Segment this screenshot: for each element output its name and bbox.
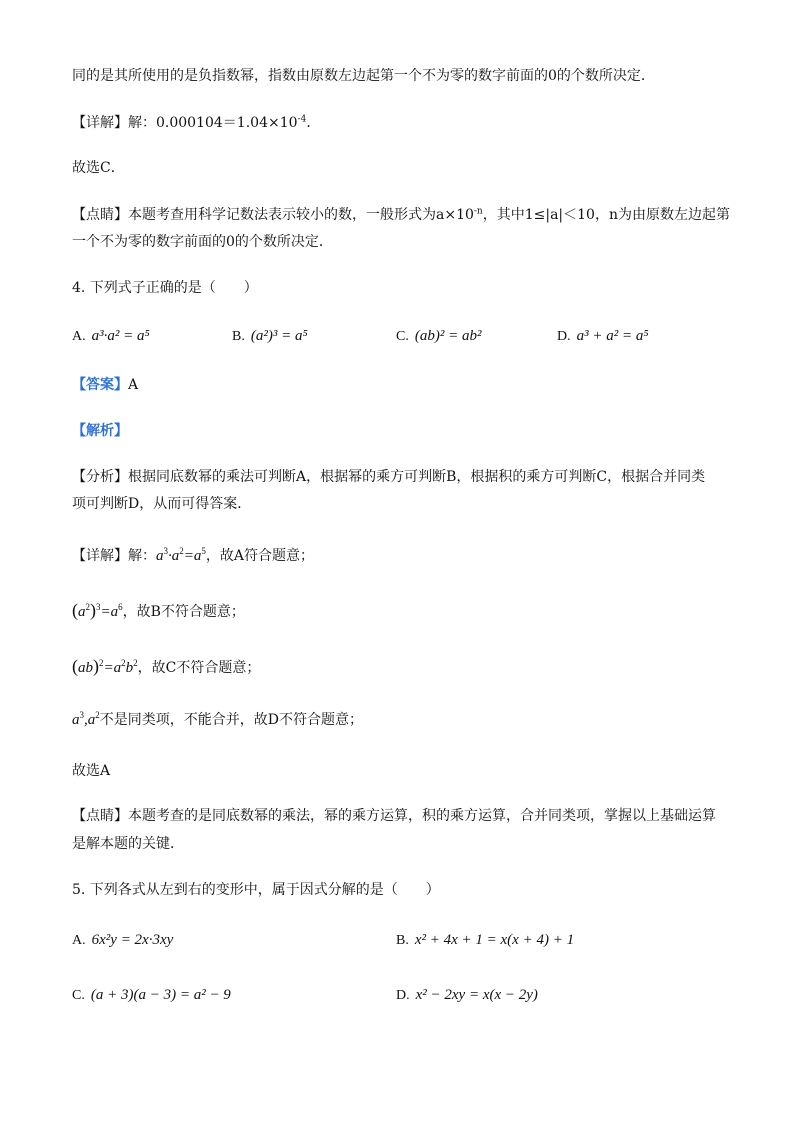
answer-value: A xyxy=(128,377,139,393)
math-power-of-product: $(ab)^2=a^2b^2$ xyxy=(72,656,138,676)
q4-option-b: B. (a²)³ = a⁵ xyxy=(232,328,308,344)
fenxi-tag: 【分析】 xyxy=(72,469,128,485)
choose-line-2: 故选A xyxy=(72,763,111,779)
answer-line xyxy=(72,375,138,395)
math-a3-a2: $a^3,a^2$ xyxy=(72,710,100,728)
detail-2-text: ，故B不符合题意； xyxy=(122,604,245,620)
tip-tag: 【点睛】 xyxy=(72,808,128,824)
q4-option-b-expr: (a²)³ = a⁵ xyxy=(250,328,308,344)
fenxi-paragraph-2: 项可判断D，从而可得答案． xyxy=(72,496,252,512)
q5-option-d: D. x² − 2xy = x(x − 2y) xyxy=(396,987,538,1003)
tip-text: 本题考查用科学记数法表示较小的数，一般形式为a×10 xyxy=(128,207,474,223)
tip-text: 本题考查的是同底数幂的乘法，幂的乘方运算，积的乘方运算，合并同类项，掌握以上基础运算 xyxy=(128,808,716,824)
q4-option-d: D. a³ + a² = a⁵ xyxy=(557,328,649,344)
q4-option-a-expr: a³·a² = a⁵ xyxy=(91,328,150,344)
fenxi-paragraph xyxy=(72,467,705,487)
fenxi-text: 根据同底数幂的乘法可判断A，根据幂的乘方可判断B，根据积的乘方可判断C，根据合并同类 xyxy=(128,469,706,485)
answer-tag: 【答案】 xyxy=(72,377,128,393)
analysis-line xyxy=(72,421,128,441)
tip-paragraph-2: 一个不为零的数字前面的0的个数所决定． xyxy=(72,234,333,250)
exponent: -n xyxy=(473,206,483,217)
choose-line: 故选C． xyxy=(72,160,125,176)
math-a3-times-a2: $a^3\cdot a^2=a^5$ xyxy=(156,546,206,564)
detail-4-text: 不是同类项，不能合并，故D不符合题意； xyxy=(99,712,363,728)
detail-3-text: ，故C不符合题意； xyxy=(137,660,261,676)
tip-text-end: ，其中1≤|a|＜10，n为由原数左边起第 xyxy=(482,207,730,223)
detail-prefix: 解： xyxy=(128,548,156,564)
question-5-stem: 5. 下列各式从左到右的变形中，属于因式分解的是（ ） xyxy=(72,882,440,898)
q5-option-b-expr: x² + 4x + 1 = x(x + 4) + 1 xyxy=(414,932,575,948)
detail-end: ． xyxy=(306,115,321,131)
q4-option-a: A. a³·a² = a⁵ xyxy=(72,328,150,344)
q5-option-a-expr: 6x²y = 2x·3xy xyxy=(91,932,174,948)
detail-line-1 xyxy=(72,546,314,566)
tip-tag: 【点睛】 xyxy=(72,207,128,223)
q4-option-d-expr: a³ + a² = a⁵ xyxy=(576,328,649,344)
detail-tag: 【详解】 xyxy=(72,548,128,564)
tip-paragraph-q4 xyxy=(72,806,716,826)
q4-option-c-expr: (ab)² = ab² xyxy=(414,328,482,344)
detail-line-2 xyxy=(72,600,245,622)
detail-1-text: ，故A符合题意； xyxy=(205,548,314,564)
q4-option-c: C. (ab)² = ab² xyxy=(396,328,482,344)
tip-paragraph xyxy=(72,205,730,225)
exponent: -4 xyxy=(297,114,307,125)
detail-line-4 xyxy=(72,710,363,730)
detail-text: 解：0.000104＝1.04×10 xyxy=(128,115,298,131)
q5-option-a: A. 6x²y = 2x·3xy xyxy=(72,932,174,948)
q5-option-b: B. x² + 4x + 1 = x(x + 4) + 1 xyxy=(396,932,575,948)
analysis-tag: 【解析】 xyxy=(72,423,128,439)
detail-paragraph xyxy=(72,113,320,133)
q5-option-d-expr: x² − 2xy = x(x − 2y) xyxy=(415,987,538,1003)
paragraph-continuation: 同的是其所使用的是负指数幂，指数由原数左边起第一个不为零的数字前面的0的个数所决定． xyxy=(72,68,655,84)
detail-line-3 xyxy=(72,656,260,678)
question-4-stem: 4. 下列式子正确的是（ ） xyxy=(72,280,258,296)
q5-option-c: C. (a + 3)(a − 3) = a² − 9 xyxy=(72,987,231,1003)
math-power-of-power: $(a^2)^3=a^6$ xyxy=(72,600,123,620)
tip-paragraph-q4-2: 是解本题的关键． xyxy=(72,836,184,852)
detail-tag: 【详解】 xyxy=(72,115,128,131)
q5-option-c-expr: (a + 3)(a − 3) = a² − 9 xyxy=(90,987,231,1003)
